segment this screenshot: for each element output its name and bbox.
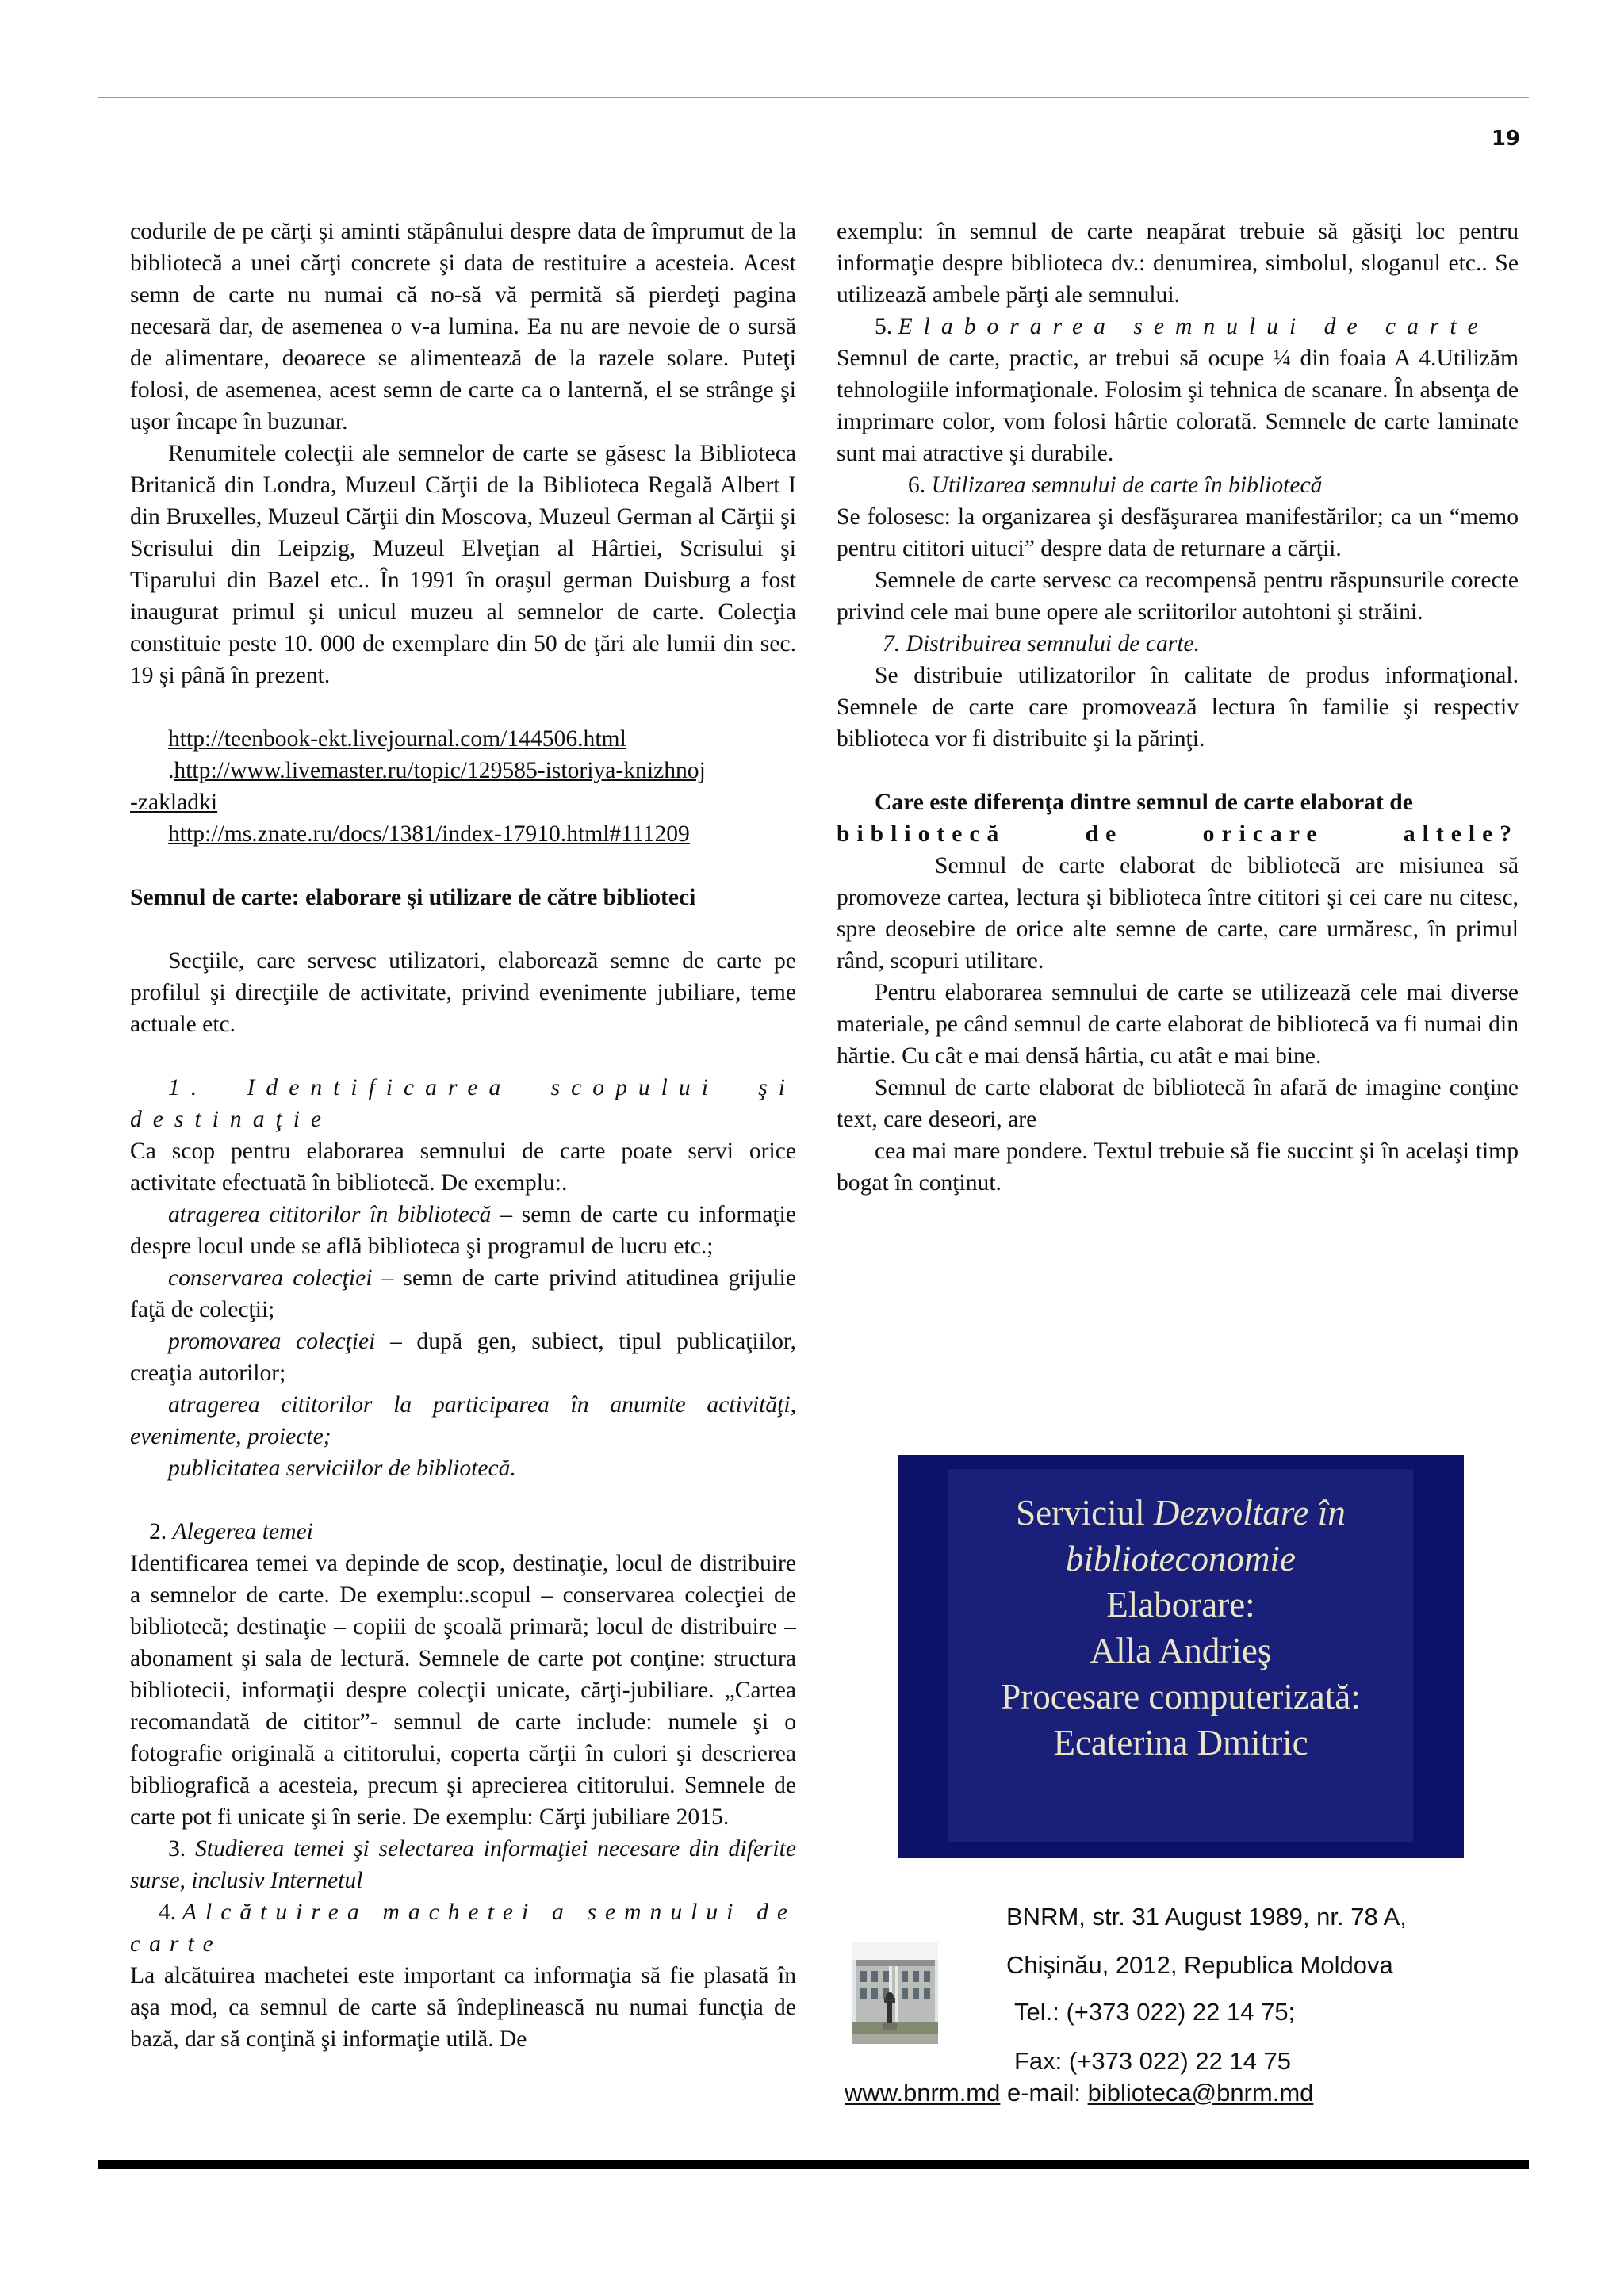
reference-link-3 xyxy=(130,818,796,850)
paragraph: Se distribuie utilizatorilor în calitate de produs informaţional. Semnele de carte care promovează lectura în familie şi respectiv biblioteca vor fi distribuite şi la părinţi. xyxy=(837,663,1519,752)
step-5-title: 5. Elaborarea semnului de carte xyxy=(875,314,1489,339)
fax-line: Fax: (+373 022) 22 14 75 xyxy=(1014,2047,1291,2075)
email-link[interactable]: biblioteca@bnrm.md xyxy=(1087,2079,1314,2107)
paragraph: cea mai mare pondere. Textul trebuie să fie succint şi în acelaşi timp bogat în conţinut. xyxy=(837,1138,1519,1196)
list-item: publicitatea serviciilor de bibliotecă. xyxy=(168,1456,516,1481)
paragraph: Semnul de carte, practic, ar trebui să ocupe ¼ din foaia A 4.Utilizăm tehnologiile informaţionale. Folosim şi tehnica de scanare. În absenţa de imprimare color, vom folosi hârtie colorată. Semnele de carte laminate sunt mai atractive şi durabile. xyxy=(837,346,1519,466)
reference-link-2: .http://www.livemaster.ru/topic/129585-istoriya-knizhnoj xyxy=(168,758,706,783)
city-line: Chişinău, 2012, Republica Moldova xyxy=(1006,1951,1393,1979)
address-line: BNRM, str. 31 August 1989, nr. 78 A, xyxy=(1006,1903,1407,1931)
paragraph: Pentru elaborarea semnului de carte se utilizează cele mai diverse materiale, pe când semnul de carte elaborat de bibliotecă va fi numai din hărtie. Cu cât e mai densă hârtia, cu atât e mai bine. xyxy=(837,980,1519,1069)
paragraph: Ca scop pentru elaborarea semnului de carte poate servi orice activitate efectuată în bibliotecă. De exemplu:. xyxy=(130,1138,796,1196)
credits-line-4: Alla Andrieş xyxy=(1090,1631,1272,1670)
paragraph: Semnul de carte elaborat de bibliotecă în afară de imagine conţine text, care deseori, are xyxy=(837,1075,1519,1132)
left-column xyxy=(130,216,796,2160)
step-6-title: 6. Utilizarea semnului de carte în bibliotecă xyxy=(908,473,1323,498)
credits-line-5: Procesare computerizată: xyxy=(1001,1677,1361,1716)
reference-link-1 xyxy=(130,723,796,755)
credits-line-2: biblioteconomie xyxy=(1066,1539,1296,1578)
library-building-photo xyxy=(852,1942,938,2044)
credits-line-3: Elaborare: xyxy=(1106,1585,1255,1624)
list-item: atragerea cititorilor la participarea în anumite activităţi, evenimente, proiecte; xyxy=(130,1392,796,1449)
credits-line-6: Ecaterina Dmitric xyxy=(1053,1723,1308,1762)
list-item: promovarea colecţiei – după gen, subiect, tipul publicaţiilor, creaţia autorilor; xyxy=(130,1329,796,1386)
step-3-title: 3. Studierea temei şi selectarea informaţiei necesare din diferite surse, inclusiv Internetul xyxy=(130,1836,796,1893)
link[interactable]: -zakladki xyxy=(130,790,218,815)
phone-line: Tel.: (+373 022) 22 14 75; xyxy=(1014,1998,1296,2026)
link[interactable]: http://teenbook-ekt.livejournal.com/144506.html xyxy=(168,726,626,752)
step-2-title: 2. Alegerea temei xyxy=(149,1519,313,1544)
paragraph: Semnele de carte servesc ca recompensă pentru răspunsurile corecte privind cele mai bune opere ale scriitorilor autohtoni şi străini. xyxy=(837,568,1519,625)
question-heading-2: bibliotecă de oricare altele? xyxy=(837,821,1519,847)
top-rule xyxy=(98,97,1529,98)
credits-box xyxy=(898,1455,1464,1858)
website-link[interactable]: www.bnrm.md xyxy=(845,2079,1001,2107)
paragraph: Identificarea temei va depinde de scop, destinaţie, locul de distribuire a semnelor de carte. De exemplu:.scopul – conservarea colecţiei de bibliotecă; destinaţie – copiii de şcoală primară; locul de distribuire – abonament şi sala de lectură. Semnele de carte pot conţine: structura bibliotecii, informaţii despre colecţii unicate, cărţi-jubiliare. „Cartea recomandată de cititor”- semnul de carte include: numele şi o fotografie originală a cititorului, coperta cărţii în culori şi descrierea bibliografică a acesteia, precum şi aprecierea cititorului. Semnele de carte pot fi unicate şi în serie. De exemplu: Cărţi jubiliare 2015. xyxy=(130,1551,796,1830)
link[interactable]: http://ms.znate.ru/docs/1381/index-17910.html#111209 xyxy=(168,821,690,847)
list-item: conservarea colecţiei – semn de carte privind atitudinea grijulie faţă de colecţii; xyxy=(130,1265,796,1322)
section-heading: Semnul de carte: elaborare şi utilizare de către biblioteci xyxy=(130,885,696,910)
right-column xyxy=(837,216,1519,1199)
paragraph: codurile de pe cărţi şi aminti stăpânului despre data de împrumut de la bibliotecă a unei cărţi concrete şi data de restituire a acesteia. Acest semn de carte nu numai că no-să vă permită să pierdeţi pagina necesară dar, de asemenea o v-a lumina. Ea nu are nevoie de o sursă de alimentare, deoarece se alimentează de la razele solare. Puteţi folosi, de asemenea, acest semn de carte ca o lanternă, el se strânge şi uşor încape în buzunar. xyxy=(130,219,796,434)
paragraph: exemplu: în semnul de carte neapărat trebuie să găsiţi loc pentru informaţie despre biblioteca dv.: denumirea, simbolul, sloganul etc.. Se utilizează ambele părţi ale semnului. xyxy=(837,219,1519,308)
link[interactable]: http://www.livemaster.ru/topic/129585-istoriya-knizhnoj xyxy=(174,758,706,783)
paragraph: Secţiile, care servesc utilizatori, elaborează semne de carte pe profilul şi direcţiile de activitate, privind evenimente jubiliare, teme actuale etc. xyxy=(130,948,796,1037)
bottom-rule xyxy=(98,2160,1529,2169)
step-4-title: 4. Alcătuirea machetei a semnului de carte xyxy=(130,1900,796,1957)
paragraph: Renumitele colecţii ale semnelor de carte se găsesc la Biblioteca Britanică din Londra, Muzeul Cărţii de la Biblioteca Regală Albert I din Bruxelles, Muzeul Cărţii din Moscova, Muzeul German al Cărţii şi Scrisului din Leipzig, Muzeul Elveţian al Hârtiei, Scrisului şi Tiparului din Bazel etc.. În 1991 în oraşul german Duisburg a fost inaugurat primul şi unicul muzeu al semnelor de carte. Colecţia constituie peste 10. 000 de exemplare din 50 de ţări ale lumii din sec. 19 şi până în prezent. xyxy=(130,441,796,688)
page-number: 19 xyxy=(1491,127,1520,151)
list-item: atragerea cititorilor în bibliotecă – semn de carte cu informaţie despre locul unde se află biblioteca şi programul de lucru etc.; xyxy=(130,1202,796,1259)
credits-line-1: Serviciul Dezvoltare în xyxy=(1016,1493,1346,1533)
credits-text xyxy=(898,1490,1464,1766)
paragraph: Semnul de carte elaborat de bibliotecă are misiunea să promoveze cartea, lectura şi biblioteca între cititori şi cei care nu citesc, spre deosebire de orice alte semne de carte, care urmăresc, în primul rând, scopuri utilitare. xyxy=(837,853,1519,974)
reference-link-2-cont xyxy=(130,786,796,818)
step-7-title: 7. Distribuirea semnului de carte. xyxy=(883,631,1201,656)
web-email-line: www.bnrm.md e-mail: biblioteca@bnrm.md xyxy=(845,2079,1314,2107)
question-heading: Care este diferenţa dintre semnul de carte elaborat de xyxy=(875,790,1413,815)
paragraph: Se folosesc: la organizarea şi desfăşurarea manifestărilor; ca un “memo pentru cititori uituci” despre data de returnare a cărţii. xyxy=(837,504,1519,561)
paragraph: La alcătuirea machetei este important ca informaţia să fie plasată în aşa mod, ca semnul de carte să îndeplinească nu numai funcţia de bază, dar să conţină şi informaţie utilă. De xyxy=(130,1963,796,2052)
step-1-title: 1. Identificarea scopului şi destinaţie xyxy=(130,1075,796,1132)
